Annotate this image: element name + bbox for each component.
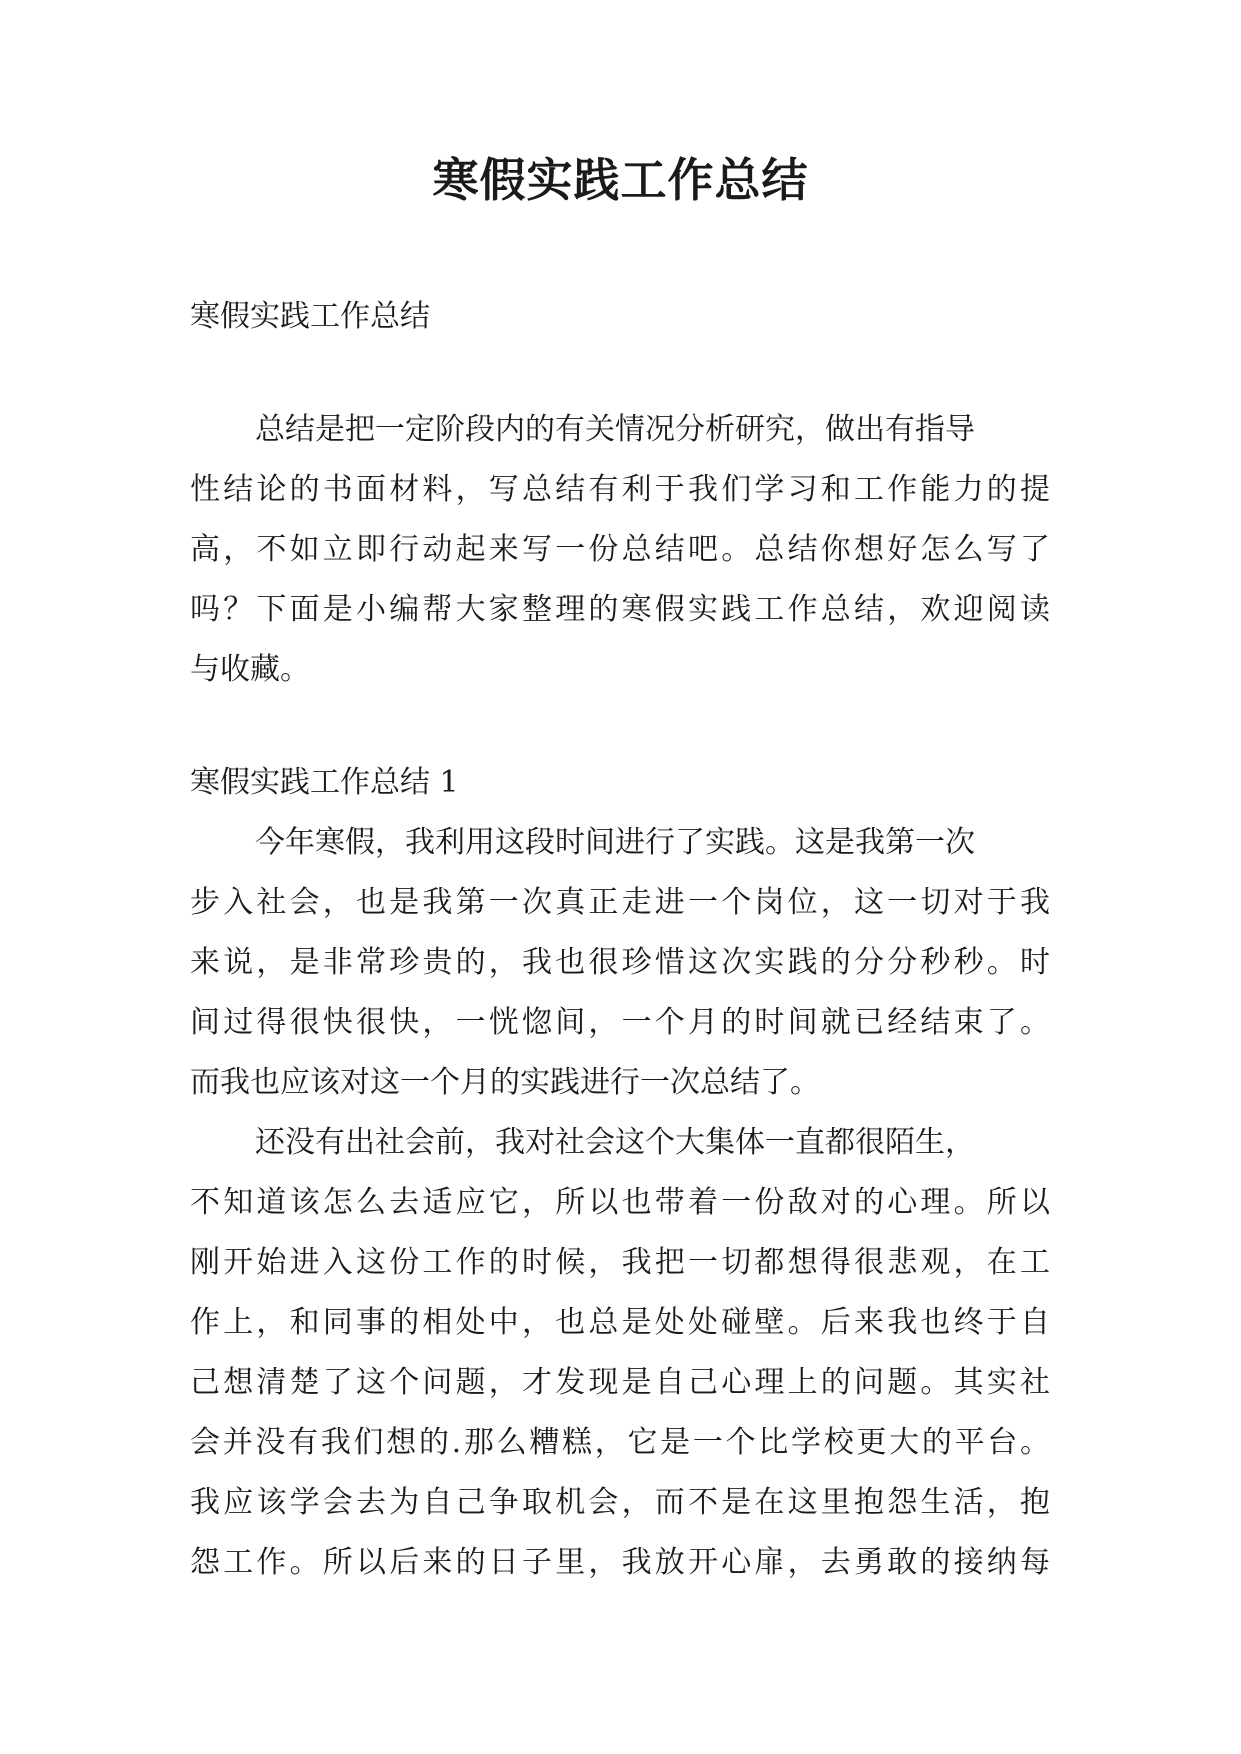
paragraph-line: 间过得很快很快，一恍惚间，一个月的时间就已经结束了。 — [190, 1005, 1050, 1040]
document-subtitle: 寒假实践工作总结 — [190, 299, 430, 334]
paragraph-line: 会并没有我们想的.那么糟糕，它是一个比学校更大的平台。 — [190, 1425, 1050, 1460]
paragraph-line: 不知道该怎么去适应它，所以也带着一份敌对的心理。所以 — [190, 1185, 1050, 1220]
intro-line: 性结论的书面材料，写总结有利于我们学习和工作能力的提 — [190, 472, 1050, 507]
paragraph-line: 刚开始进入这份工作的时候，我把一切都想得很悲观，在工 — [190, 1245, 1050, 1280]
paragraph-line: 还没有出社会前，我对社会这个大集体一直都很陌生， — [255, 1125, 975, 1160]
paragraph-line: 今年寒假，我利用这段时间进行了实践。这是我第一次 — [255, 825, 975, 860]
intro-line: 吗？下面是小编帮大家整理的寒假实践工作总结，欢迎阅读 — [190, 592, 1050, 627]
paragraph-line: 我应该学会去为自己争取机会，而不是在这里抱怨生活，抱 — [190, 1485, 1050, 1520]
intro-line: 总结是把一定阶段内的有关情况分析研究，做出有指导 — [255, 412, 975, 447]
document-title: 寒假实践工作总结 — [432, 153, 809, 207]
intro-line: 高，不如立即行动起来写一份总结吧。总结你想好怎么写了 — [190, 532, 1050, 567]
section-heading: 寒假实践工作总结 1 — [190, 765, 459, 800]
paragraph-line: 怨工作。所以后来的日子里，我放开心扉，去勇敢的接纳每 — [190, 1545, 1050, 1580]
paragraph-line: 而我也应该对这一个月的实践进行一次总结了。 — [190, 1065, 820, 1100]
paragraph-line: 步入社会，也是我第一次真正走进一个岗位，这一切对于我 — [190, 885, 1050, 920]
intro-line: 与收藏。 — [190, 652, 310, 687]
paragraph-line: 来说，是非常珍贵的，我也很珍惜这次实践的分分秒秒。时 — [190, 945, 1050, 980]
paragraph-line: 作上，和同事的相处中，也总是处处碰壁。后来我也终于自 — [190, 1305, 1050, 1340]
paragraph-line: 己想清楚了这个问题，才发现是自己心理上的问题。其实社 — [190, 1365, 1050, 1400]
